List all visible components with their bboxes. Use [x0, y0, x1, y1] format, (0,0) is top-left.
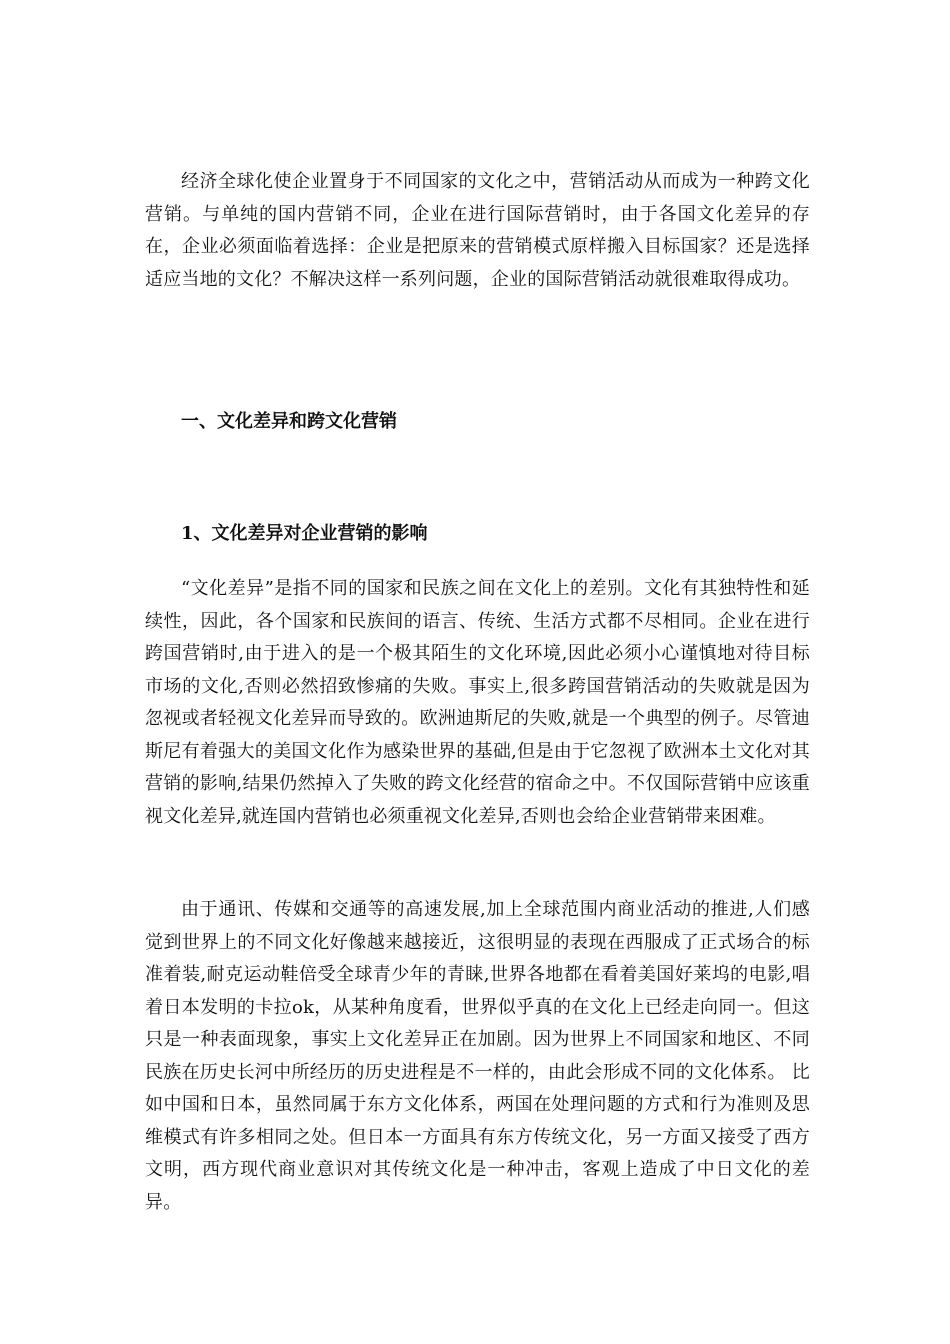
subsection-heading: 1、文化差异对企业营销的影响	[181, 523, 428, 544]
section-heading: 一、文化差异和跨文化营销	[181, 411, 397, 432]
body-paragraph-2: 由于通讯、传媒和交通等的高速发展,加上全球范围内商业活动的推进,人们感觉到世界上的不同文化好像越来越接近，这很明显的表现在西服成了正式场合的标准着装,耐克运动鞋倍受全球青少年的青睐,世界各地都在看着美国好莱坞的电影,唱着日本发明的卡拉ok，从某种角度看，世界似乎真的在文化上已经走向同一。但这只是一种表面现象，事实上文化差异正在加剧。因为世界上不同国家和地区、不同民族在历史长河中所经历的历史进程是不一样的，由此会形成不同的文化体系。 比如中国和日本，虽然同属于东方文化体系，两国在处理问题的方式和行为准则及思维模式有许多相同之处。但日本一方面具有东方传统文化，另一方面又接受了西方文明，西方现代商业意识对其传统文化是一种冲击，客观上造成了中日文化的差异。	[145, 899, 810, 1213]
body-paragraph-1: “文化差异”是指不同的国家和民族之间在文化上的差别。文化有其独特性和延续性，因此，各个国家和民族间的语言、传统、生活方式都不尽相同。企业在进行跨国营销时,由于进入的是一个极其陌生的文化环境,因此必须小心谨慎地对待目标市场的文化,否则必然招致惨痛的失败。事实上,很多跨国营销活动的失败就是因为忽视或者轻视文化差异而导致的。欧洲迪斯尼的失败,就是一个典型的例子。尽管迪斯尼有着强大的美国文化作为感染世界的基础,但是由于它忽视了欧洲本土文化对其营销的影响,结果仍然掉入了失败的跨文化经营的宿命之中。不仅国际营销中应该重视文化差异,就连国内营销也必须重视文化差异,否则也会给企业营销带来困难。	[145, 578, 810, 827]
intro-paragraph: 经济全球化使企业置身于不同国家的文化之中，营销活动从而成为一种跨文化营销。与单纯的国内营销不同，企业在进行国际营销时，由于各国文化差异的存在，企业必须面临着选择：企业是把原来的营销模式原样搬入目标国家？还是选择适应当地的文化？不解决这样一系列问题，企业的国际营销活动就很难取得成功。	[145, 171, 810, 290]
